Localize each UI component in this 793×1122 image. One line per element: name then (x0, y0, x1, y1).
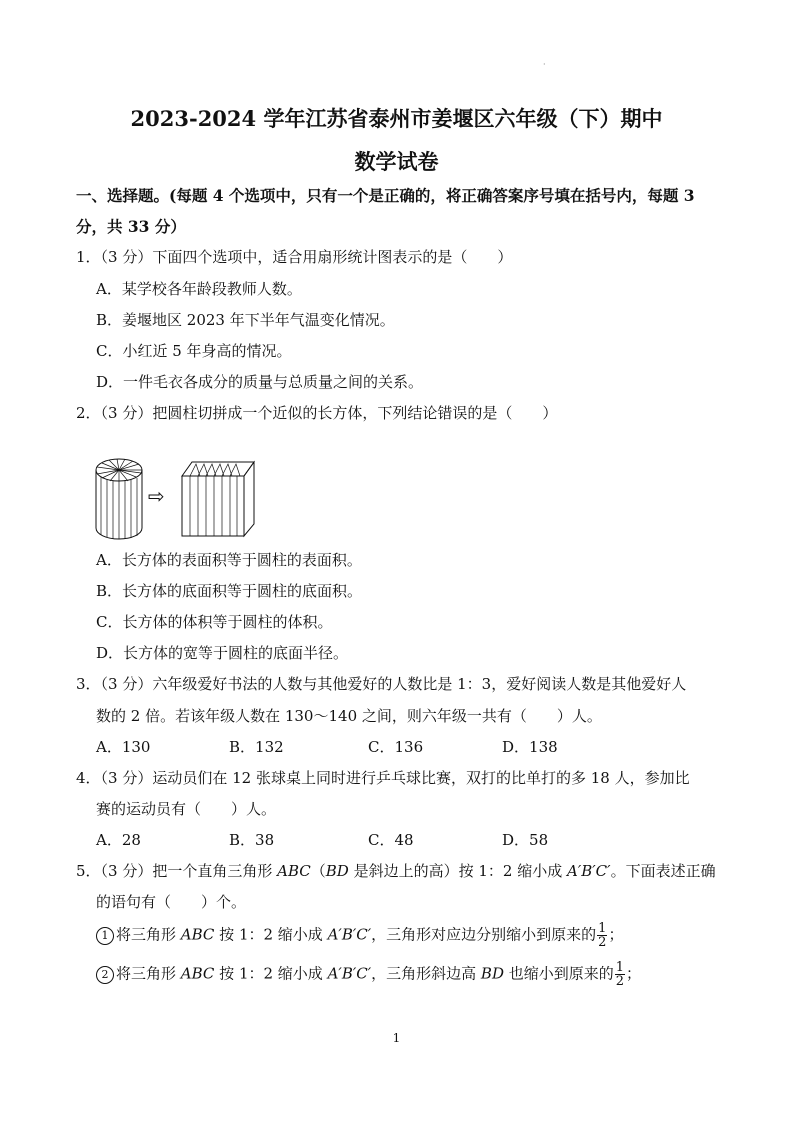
circled-number-2: 2 (96, 966, 114, 984)
q4-option-c: C．48 (368, 831, 414, 849)
q2-option-b: B．长方体的底面积等于圆柱的底面积。 (96, 582, 363, 600)
q5-s1-text-c: ，三角形对应边分别缩小到原来的 (371, 925, 597, 944)
right-arrow-icon: ⇨ (148, 484, 165, 508)
section-heading-line2: 分，共 33 分） (76, 217, 186, 236)
q5-s2-text-b: 按 1：2 缩小成 (214, 964, 328, 983)
q1-option-d: D．一件毛衣各成分的质量与总质量之间的关系。 (96, 373, 424, 391)
q4-option-b: B．38 (229, 831, 275, 849)
q5-stem-line1 (76, 860, 716, 881)
q4-stem-line1: 4．（3 分）运动员们在 12 张球桌上同时进行乒乓球比赛，双打的比单打的多 18 人，参加比 (76, 769, 690, 787)
q3-stem-line1: 3．（3 分）六年级爱好书法的人数与其他爱好的人数比是 1：3，爱好阅读人数是其他爱好人 (76, 675, 687, 693)
q5-label-bd: BD (325, 862, 349, 880)
cuboid-shape (182, 462, 254, 536)
q5-s1-abc-prime: A′B′C′ (327, 925, 372, 944)
q5-statement-2 (96, 961, 641, 988)
q5-stem-text-a: 5．（3 分）把一个直角三角形 (76, 862, 278, 880)
q5-s1-text-a: 将三角形 (116, 925, 181, 944)
page-number: 1 (392, 1031, 401, 1045)
fraction-numerator: 1 (615, 960, 625, 975)
q1-option-b: B．姜堰地区 2023 年下半年气温变化情况。 (96, 311, 395, 329)
q2-option-d: D．长方体的宽等于圆柱的底面半径。 (96, 644, 349, 662)
fraction-denominator: 2 (598, 935, 607, 950)
page-title-line1: 2023-2024 学年江苏省泰州市姜堰区六年级（下）期中 (130, 106, 663, 131)
q5-label-abc: ABC (277, 862, 311, 880)
q5-s2-abc: ABC (180, 964, 215, 983)
cylinder-shape (96, 459, 142, 539)
cylinder-to-cuboid-figure (94, 456, 264, 540)
circled-number-1: 1 (96, 927, 114, 945)
fraction-numerator: 1 (598, 921, 607, 936)
page-title-line2: 数学试卷 (354, 149, 439, 174)
q5-s2-bd: BD (480, 964, 504, 983)
q5-s1-text-b: 按 1：2 缩小成 (214, 925, 328, 944)
q5-stem-text-d: 。下面表述正确 (610, 862, 716, 880)
q5-s2-text-c: ，三角形斜边高 (371, 964, 481, 983)
page-dot: · (543, 60, 546, 69)
q5-s2-text-d: 也缩小到原来的 (503, 964, 614, 983)
q5-stem-text-b: （ (310, 862, 326, 880)
fraction-denominator: 2 (615, 974, 625, 989)
q4-option-a: A．28 (96, 831, 141, 849)
q5-s2-abc-prime: A′B′C′ (327, 964, 372, 983)
q3-option-b: B．132 (229, 738, 284, 756)
q5-stem-line2: 的语句有（ ）个。 (96, 893, 247, 911)
fraction-one-half (597, 922, 607, 949)
q5-s2-semicolon: ； (626, 964, 642, 983)
q3-option-c: C．136 (368, 738, 424, 756)
q3-stem-line2: 数的 2 倍。若该年级人数在 130～140 之间，则六年级一共有（ ）人。 (96, 707, 602, 725)
q5-s1-semicolon: ； (608, 925, 624, 944)
q2-option-a: A．长方体的表面积等于圆柱的表面积。 (96, 551, 362, 569)
q4-stem-line2: 赛的运动员有（ ）人。 (96, 800, 277, 818)
q5-s2-text-a: 将三角形 (116, 964, 181, 983)
q4-option-d: D．58 (502, 831, 549, 849)
q2-stem: 2．（3 分）把圆柱切拼成一个近似的长方体，下列结论错误的是（ ） (76, 404, 558, 422)
section-heading-line1: 一、选择题。(每题 4 个选项中，只有一个是正确的，将正确答案序号填在括号内，每题 3 (76, 186, 695, 205)
q5-statement-1 (96, 922, 623, 949)
q1-option-a: A．某学校各年龄段教师人数。 (96, 280, 302, 298)
q1-option-c: C．小红近 5 年身高的情况。 (96, 342, 292, 360)
q2-option-c: C．长方体的体积等于圆柱的体积。 (96, 613, 333, 631)
q3-option-d: D．138 (502, 738, 558, 756)
q1-stem: 1．（3 分）下面四个选项中，适合用扇形统计图表示的是（ ） (76, 248, 513, 266)
q5-label-abc-prime: A′B′C′ (567, 862, 611, 880)
q5-stem-text-c: 是斜边上的高）按 1：2 缩小成 (348, 862, 567, 880)
q5-s1-abc: ABC (180, 925, 215, 944)
fraction-one-half (615, 961, 625, 988)
q3-option-a: A．130 (96, 738, 151, 756)
